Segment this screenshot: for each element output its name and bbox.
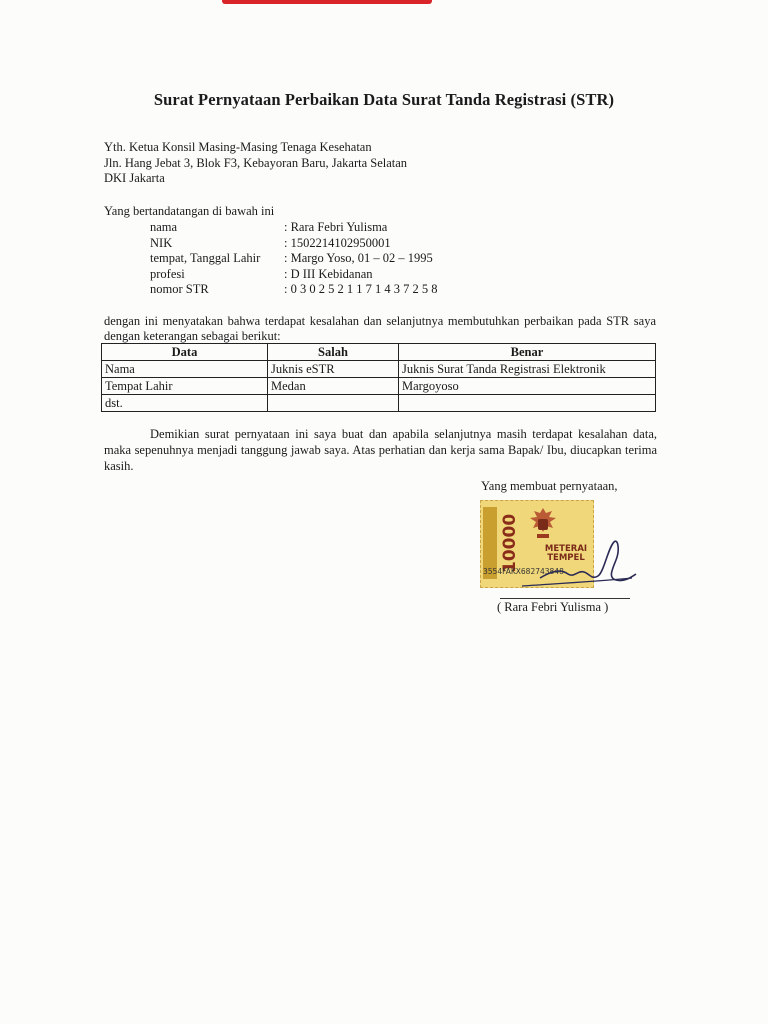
signer-label: Yang membuat pernyataan,: [481, 479, 618, 493]
stamp-serial: 3554FAKX682743848: [483, 567, 564, 576]
stamp-value: 10000: [500, 513, 520, 573]
identity-value: : 1502214102950001: [284, 235, 391, 250]
table-cell: Medan: [268, 378, 399, 395]
table-cell: Margoyoso: [399, 378, 656, 395]
table-row: [102, 378, 656, 395]
correction-table: [101, 343, 656, 412]
table-cell: [268, 395, 399, 412]
intro-text: Yang bertandatangan di bawah ini: [104, 204, 275, 218]
identity-value: : Margo Yoso, 01 – 02 – 1995: [284, 251, 433, 265]
table-cell: Nama: [102, 361, 268, 378]
recipient-line: Yth. Ketua Konsil Masing-Masing Tenaga Kesehatan: [104, 140, 372, 154]
identity-label: tempat, Tanggal Lahir: [150, 251, 261, 265]
table-cell: Juknis Surat Tanda Registrasi Elektronik: [399, 361, 656, 378]
identity-label: NIK: [150, 235, 173, 250]
recipient-line: DKI Jakarta: [104, 171, 165, 185]
table-header: Benar: [399, 344, 656, 361]
identity-value: : Rara Febri Yulisma: [284, 220, 388, 234]
identity-list: [150, 220, 437, 298]
table-header: Data: [102, 344, 268, 361]
signature-line: [500, 598, 630, 599]
identity-row-profession: [150, 267, 437, 283]
signer-name: ( Rara Febri Yulisma ): [497, 600, 609, 614]
table-row: [102, 395, 656, 412]
identity-row-name: [150, 220, 437, 236]
closing-paragraph: Demikian surat pernyataan ini saya buat dan apabila selanjutnya masih terdapat kesalahan data, maka sepenuhnya menjadi tanggung jawab saya. Atas perhatian dan kerja sama Bapak/ Ibu, diucapkan terima kasih.: [104, 427, 657, 473]
table-cell: [399, 395, 656, 412]
identity-label: nama: [150, 220, 178, 234]
identity-label: profesi: [150, 266, 185, 281]
table-row: [102, 361, 656, 378]
identity-row-nik: [150, 236, 437, 252]
table-cell: Tempat Lahir: [102, 378, 268, 395]
identity-label: nomor STR: [150, 282, 209, 296]
table-cell: dst.: [102, 395, 268, 412]
statement-paragraph: dengan ini menyatakan bahwa terdapat kesalahan dan selanjutnya membutuhkan perbaikan pada STR saya dengan keterangan sebagai berikut:: [104, 314, 656, 343]
recipient-address: [104, 140, 407, 187]
top-red-mark: [222, 0, 432, 4]
stamp-title: METERAI TEMPEL: [544, 544, 588, 563]
identity-row-str: [150, 282, 437, 298]
identity-row-birth: [150, 251, 437, 267]
handwritten-signature: [520, 528, 640, 598]
page-title: Surat Pernyataan Perbaikan Data Surat Tanda Registrasi (STR): [153, 90, 615, 109]
recipient-line: Jln. Hang Jebat 3, Blok F3, Kebayoran Baru, Jakarta Selatan: [104, 155, 408, 170]
table-header: Salah: [268, 344, 399, 361]
table-cell: Juknis eSTR: [268, 361, 399, 378]
identity-value: : 0 3 0 2 5 2 1 1 7 1 4 3 7 2 5 8: [284, 282, 438, 296]
table-header-row: [102, 344, 656, 361]
identity-value: : D III Kebidanan: [284, 266, 373, 281]
